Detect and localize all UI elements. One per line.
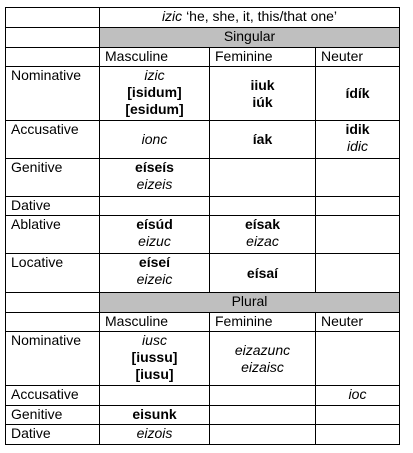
header-masculine: Masculine (100, 313, 210, 332)
pl-nom-masc (100, 332, 210, 386)
section-header-singular: Singular (100, 28, 400, 48)
pl-nom-neut (316, 332, 400, 386)
form: íak (252, 131, 273, 147)
form: eíseís (135, 159, 174, 175)
pl-acc-masc (100, 386, 210, 406)
case-label: Genitive (6, 406, 100, 425)
pl-dat-masc (100, 425, 210, 445)
form: idic (346, 138, 368, 154)
sg-ablative-row (6, 216, 400, 254)
header-masculine: Masculine (100, 48, 210, 67)
case-label: Nominative (6, 67, 100, 121)
gender-header-row (6, 48, 400, 67)
title-word: izic (161, 8, 183, 24)
pl-nominative-row (6, 332, 400, 386)
case-label: Accusative (6, 121, 100, 159)
case-label: Dative (6, 197, 100, 216)
sg-acc-fem (210, 121, 316, 159)
pl-dative-row (6, 425, 400, 445)
form: ionc (141, 131, 168, 147)
blank-cell (6, 8, 100, 28)
form: eizazunc (234, 341, 291, 358)
section-header-plural: Plural (100, 293, 400, 313)
sg-nom-neut (316, 67, 400, 121)
form: idik (345, 121, 370, 137)
case-label: Accusative (6, 386, 100, 406)
form: [esidum] (125, 101, 184, 117)
sg-locative-row (6, 254, 400, 293)
pl-dat-fem (210, 425, 316, 445)
sg-nom-fem (210, 67, 316, 121)
sg-abl-fem (210, 216, 316, 254)
sg-accusative-row (6, 121, 400, 159)
declension-table (5, 7, 400, 445)
form: iusc (142, 332, 167, 348)
blank-cell (6, 28, 100, 48)
sg-abl-masc (100, 216, 210, 254)
sg-nominative-row (6, 67, 400, 121)
form: iiuk (250, 76, 275, 93)
table-title (100, 8, 400, 28)
form: eizuc (138, 233, 171, 249)
form: eizois (136, 425, 173, 441)
form: eísaí (246, 264, 279, 281)
sg-dat-neut (316, 197, 400, 216)
blank-cell (6, 313, 100, 332)
pl-genitive-row (6, 406, 400, 425)
form: ioc (348, 386, 367, 402)
pl-accusative-row (6, 386, 400, 406)
sg-gen-neut (316, 159, 400, 197)
blank-cell (6, 48, 100, 67)
gender-header-row (6, 313, 400, 332)
sg-dat-masc (100, 197, 210, 216)
form: eisunk (132, 406, 177, 422)
sg-acc-neut (316, 121, 400, 159)
form: ídík (345, 85, 370, 101)
case-label: Dative (6, 425, 100, 445)
section-row-plural (6, 293, 400, 313)
title-gloss: ‘he, she, it, this/that one’ (186, 8, 338, 24)
form: eísúd (136, 216, 173, 232)
form: eizeic (136, 271, 173, 287)
header-neuter: Neuter (316, 313, 400, 332)
header-feminine: Feminine (210, 48, 316, 67)
form: [iusu] (135, 366, 174, 382)
pl-nom-fem (210, 332, 316, 386)
sg-nom-masc (100, 67, 210, 121)
sg-abl-neut (316, 216, 400, 254)
header-feminine: Feminine (210, 313, 316, 332)
sg-genitive-row (6, 159, 400, 197)
sg-acc-masc (100, 121, 210, 159)
blank-cell (6, 293, 100, 313)
sg-gen-masc (100, 159, 210, 197)
form: eizeis (136, 176, 173, 192)
section-row-singular (6, 28, 400, 48)
sg-loc-neut (316, 254, 400, 293)
form: eizac (246, 233, 279, 249)
form: [iussu] (131, 349, 178, 365)
case-label: Ablative (6, 216, 100, 254)
sg-dat-fem (210, 197, 316, 216)
case-label: Nominative (6, 332, 100, 386)
pl-gen-neut (316, 406, 400, 425)
case-label: Locative (6, 254, 100, 293)
sg-loc-masc (100, 254, 210, 293)
sg-gen-fem (210, 159, 316, 197)
pl-gen-fem (210, 406, 316, 425)
pl-acc-neut (316, 386, 400, 406)
header-neuter: Neuter (316, 48, 400, 67)
title-row (6, 8, 400, 28)
pl-dat-neut (316, 425, 400, 445)
case-label: Genitive (6, 159, 100, 197)
sg-loc-fem (210, 254, 316, 293)
form: izic (144, 67, 165, 83)
pl-gen-masc (100, 406, 210, 425)
sg-dative-row (6, 197, 400, 216)
form: [isidum] (127, 84, 182, 100)
form: eíseí (138, 254, 171, 270)
form: iúk (252, 93, 273, 110)
form: eísak (244, 216, 281, 232)
form: eizaisc (241, 358, 284, 375)
pl-acc-fem (210, 386, 316, 406)
